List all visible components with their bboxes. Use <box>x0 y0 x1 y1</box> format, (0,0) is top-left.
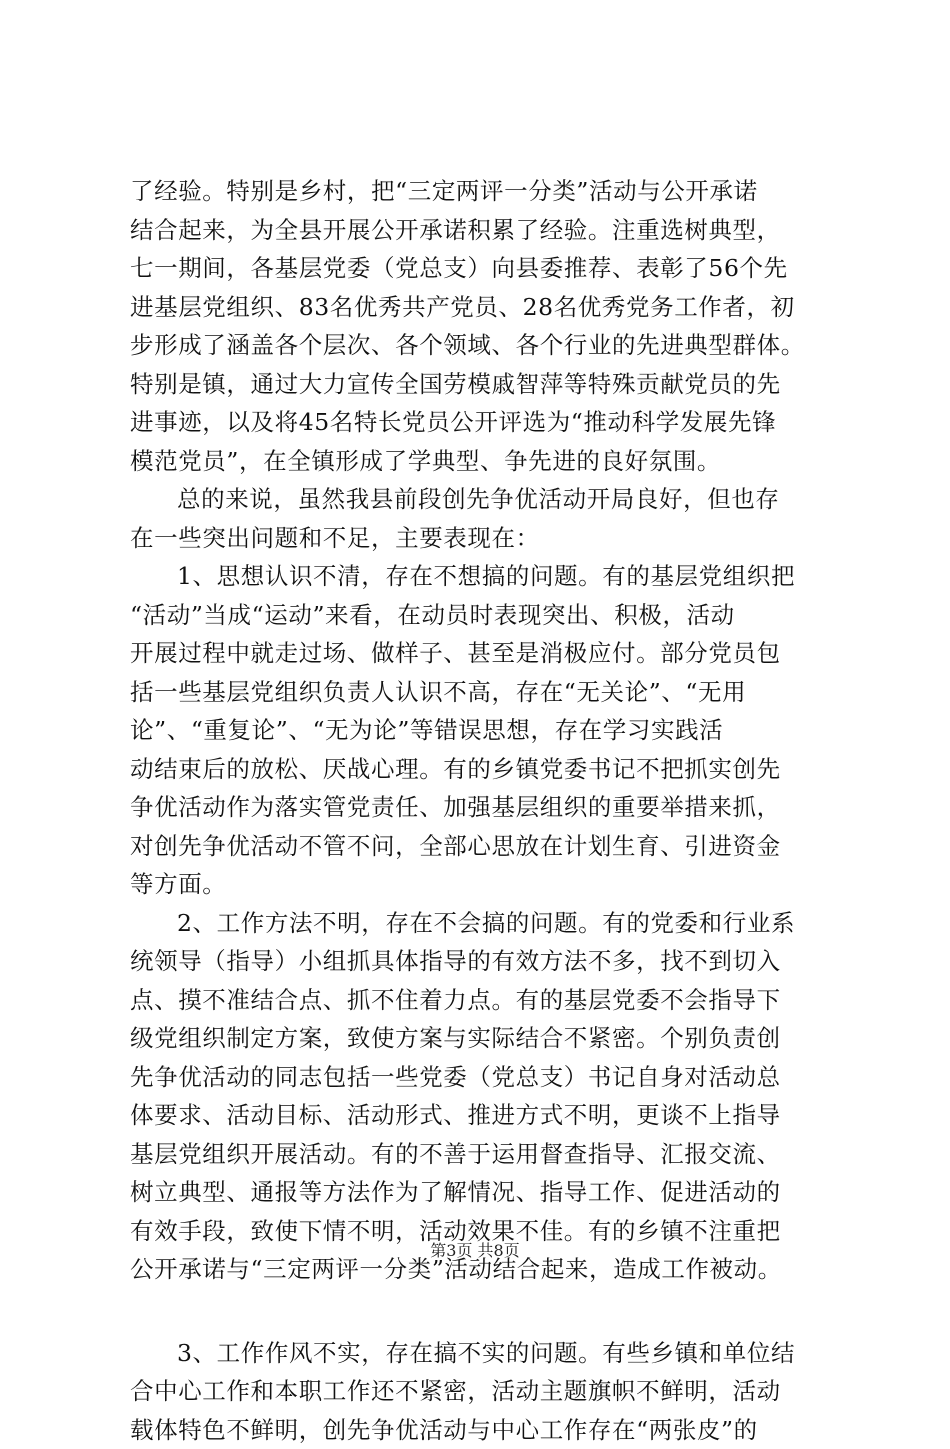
paragraph-gap <box>130 1289 830 1334</box>
text-line: 七一期间，各基层党委（党总支）向县委推荐、表彰了56个先 <box>130 249 830 288</box>
text-line: 特别是镇，通过大力宣传全国劳模戚智萍等特殊贡献党员的先 <box>130 365 830 404</box>
text-line: 进基层党组织、83名优秀共产党员、28名优秀党务工作者，初 <box>130 288 830 327</box>
text-line: 模范党员”，在全镇形成了学典型、争先进的良好氛围。 <box>130 442 830 481</box>
text-line: “活动”当成“运动”来看，在动员时表现突出、积极，活动 <box>130 596 830 635</box>
text-line: 总的来说，虽然我县前段创先争优活动开局良好，但也存 <box>130 480 830 519</box>
text-line: 3、工作作风不实，存在搞不实的问题。有些乡镇和单位结 <box>130 1334 830 1373</box>
text-line: 树立典型、通报等方法作为了解情况、指导工作、促进活动的 <box>130 1173 830 1212</box>
text-line: 开展过程中就走过场、做样子、甚至是消极应付。部分党员包 <box>130 634 830 673</box>
text-line: 等方面。 <box>130 865 830 904</box>
text-line: 对创先争优活动不管不问，全部心思放在计划生育、引进资金 <box>130 827 830 866</box>
text-line: 括一些基层党组织负责人认识不高，存在“无关论”、“无用 <box>130 673 830 712</box>
page-footer: 第3页 共8页 <box>0 1241 950 1261</box>
text-line: 有效手段，致使下情不明，活动效果不佳。有的乡镇不注重把 <box>130 1212 830 1251</box>
text-line: 结合起来，为全县开展公开承诺积累了经验。注重选树典型， <box>130 211 830 250</box>
text-line: 在一些突出问题和不足，主要表现在： <box>130 519 830 558</box>
text-line: 先争优活动的同志包括一些党委（党总支）书记自身对活动总 <box>130 1058 830 1097</box>
text-line: 论”、“重复论”、“无为论”等错误思想，存在学习实践活 <box>130 711 830 750</box>
text-line: 1、思想认识不清，存在不想搞的问题。有的基层党组织把 <box>130 557 830 596</box>
text-line: 了经验。特别是乡村，把“三定两评一分类”活动与公开承诺 <box>130 172 830 211</box>
text-line: 2、工作方法不明，存在不会搞的问题。有的党委和行业系 <box>130 904 830 943</box>
text-line: 进事迹，以及将45名特长党员公开评选为“推动科学发展先锋 <box>130 403 830 442</box>
text-line: 公开承诺与“三定两评一分类”活动结合起来，造成工作被动。 <box>130 1250 830 1289</box>
text-line: 步形成了涵盖各个层次、各个领域、各个行业的先进典型群体。 <box>130 326 830 365</box>
text-line: 级党组织制定方案，致使方案与实际结合不紧密。个别负责创 <box>130 1019 830 1058</box>
text-line: 争优活动作为落实管党责任、加强基层组织的重要举措来抓， <box>130 788 830 827</box>
text-line: 体要求、活动目标、活动形式、推进方式不明，更谈不上指导 <box>130 1096 830 1135</box>
text-line: 点、摸不准结合点、抓不住着力点。有的基层党委不会指导下 <box>130 981 830 1020</box>
text-line: 载体特色不鲜明，创先争优活动与中心工作存在“两张皮”的 <box>130 1411 830 1449</box>
text-line: 合中心工作和本职工作还不紧密，活动主题旗帜不鲜明，活动 <box>130 1372 830 1411</box>
text-line: 基层党组织开展活动。有的不善于运用督查指导、汇报交流、 <box>130 1135 830 1174</box>
text-line: 统领导（指导）小组抓具体指导的有效方法不多，找不到切入 <box>130 942 830 981</box>
text-line: 动结束后的放松、厌战心理。有的乡镇党委书记不把抓实创先 <box>130 750 830 789</box>
